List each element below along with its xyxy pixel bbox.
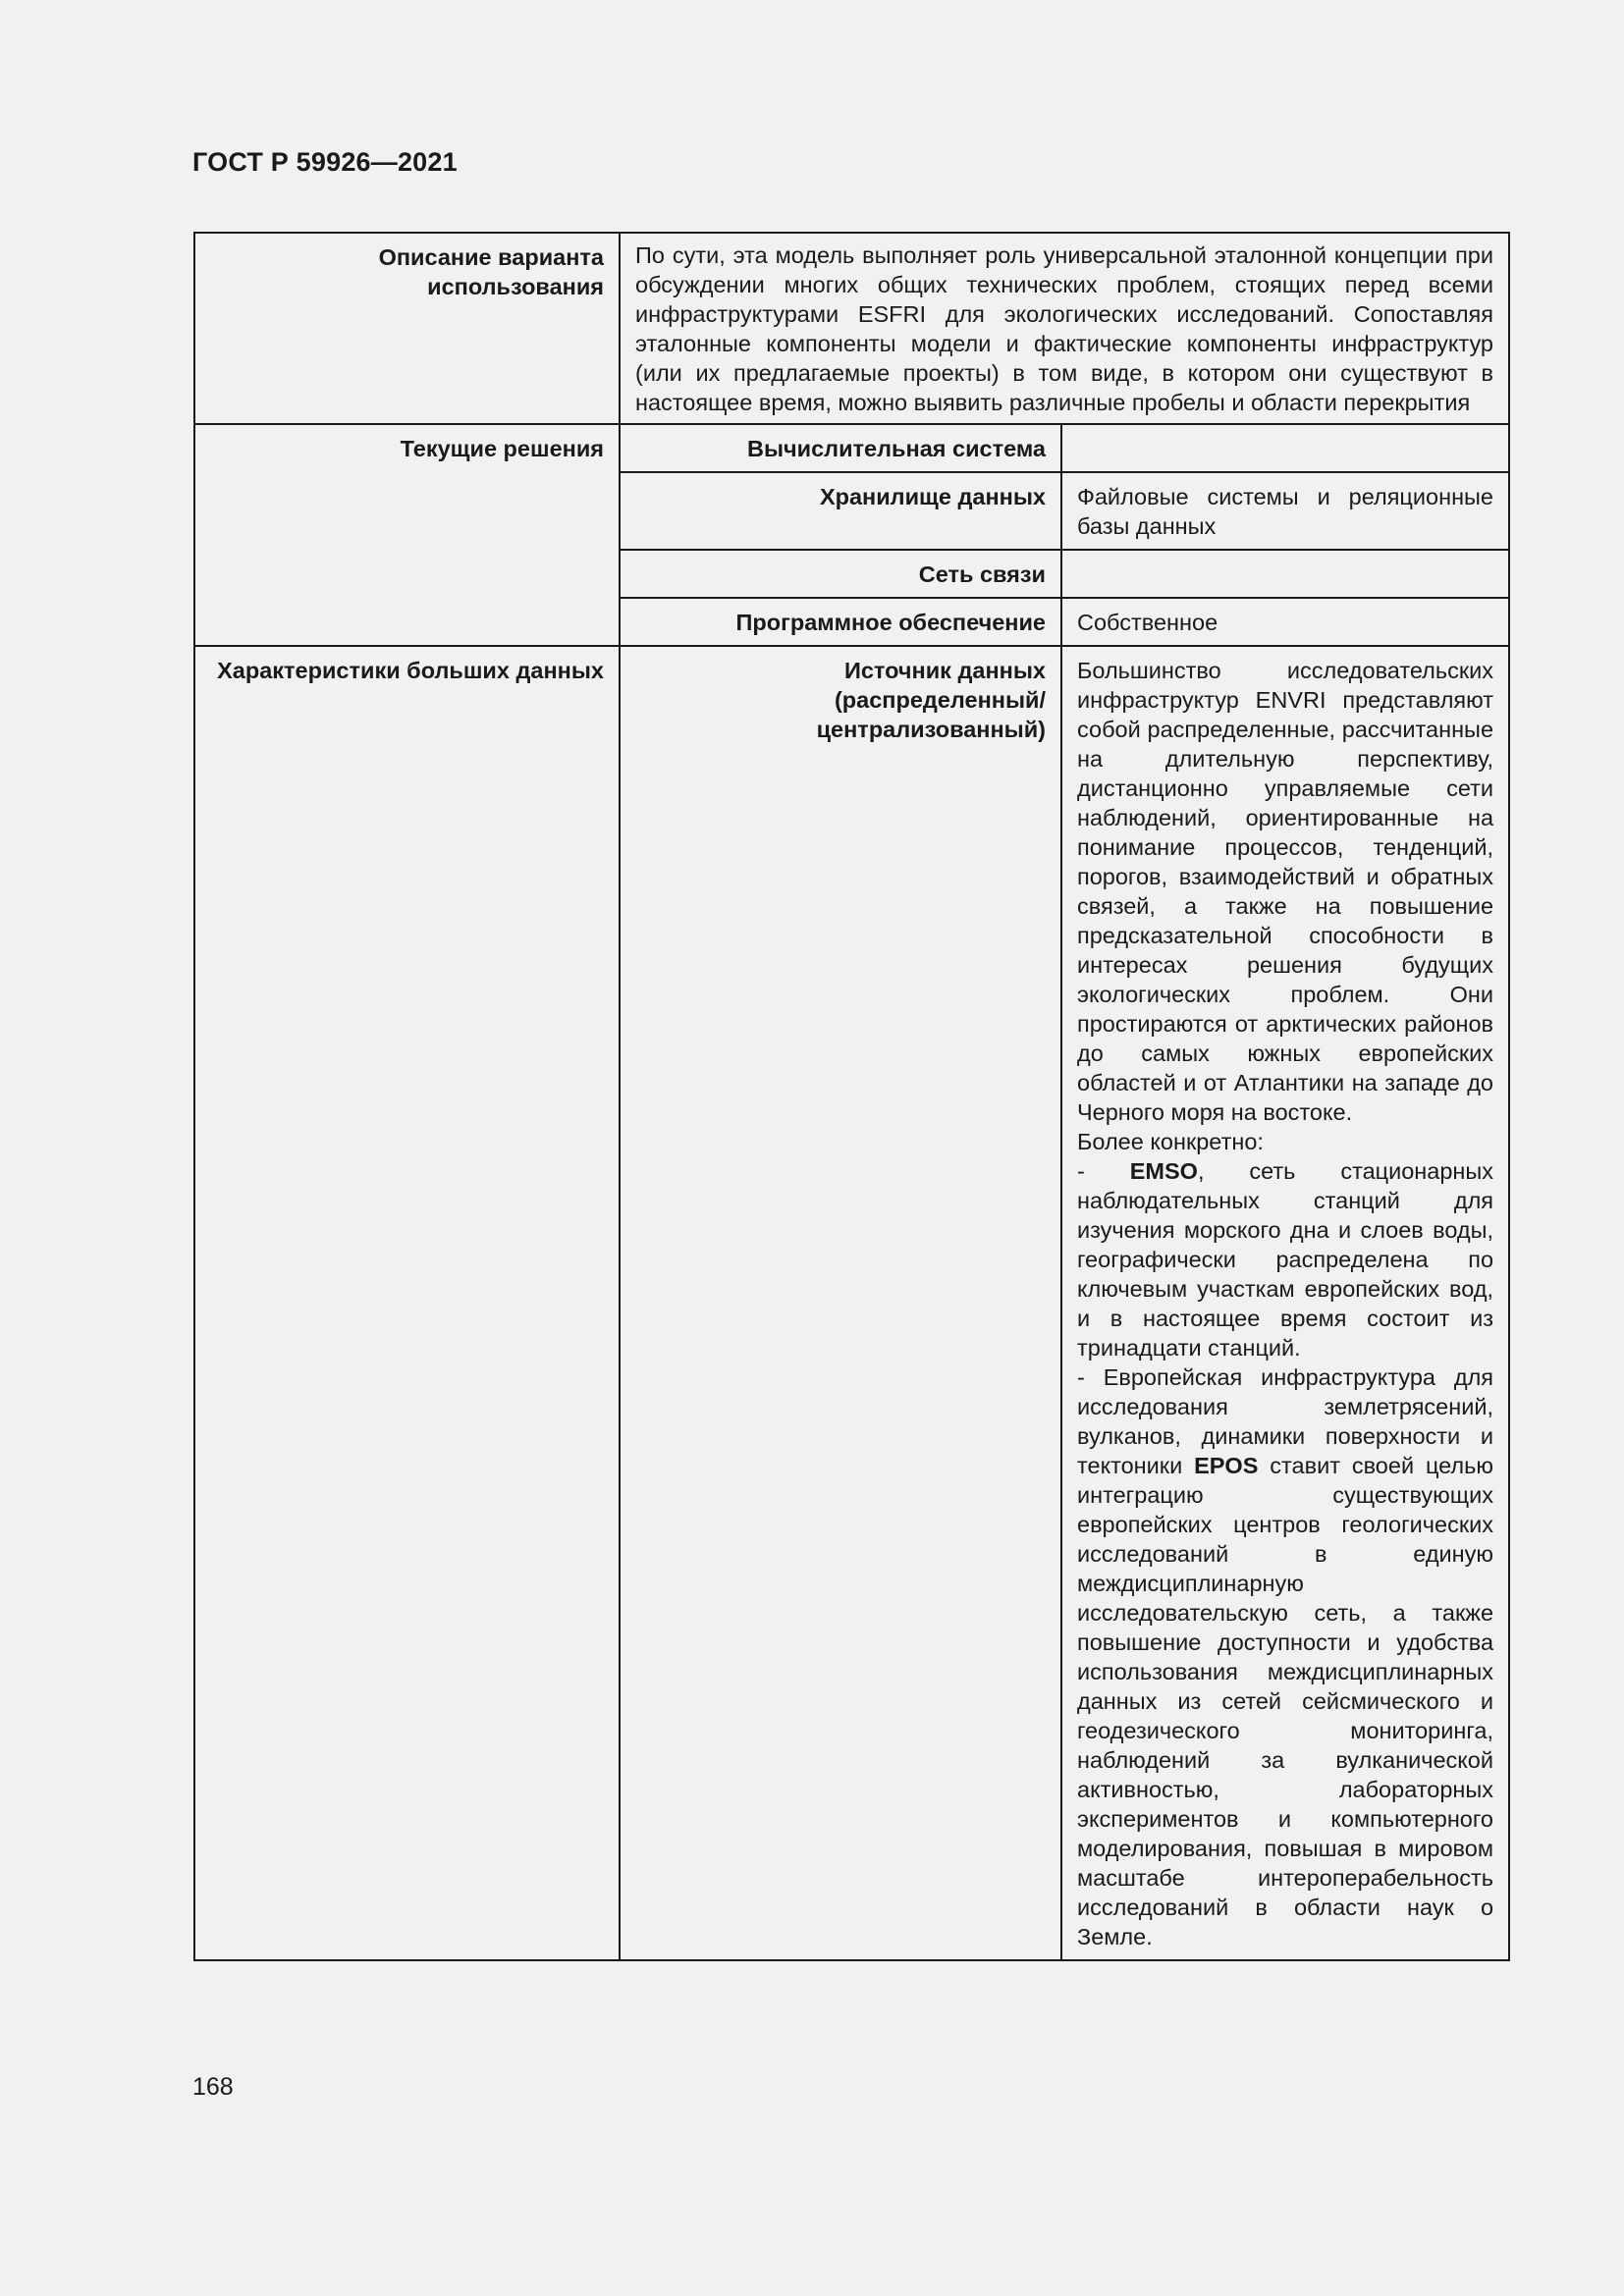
software-label: Программное обеспечение (620, 598, 1061, 646)
more-specifically-text: Более конкретно: (1077, 1129, 1264, 1154)
epos-text-before: - Европейская инфраструктура для исследования землетрясений, вулканов, динамики поверхности и тектоники (1077, 1364, 1494, 1478)
row-label-big-data: Характеристики больших данных (194, 646, 620, 1960)
data-source-description (1061, 646, 1509, 1960)
emso-name: EMSO (1129, 1158, 1198, 1184)
emso-dash: - (1077, 1158, 1130, 1184)
use-case-description: По сути, эта модель выполняет роль универсальной эталонной концепции при обсуждении многих общих технических проблем, стоящих перед всеми инфраструктурами ESFRI для экологических исследований. Сопоставляя эталонные компоненты модели и фактические компоненты инфраструктур (или их предлагаемые проекты) в том виде, в котором они существуют в настоящее время, можно выявить различные пробелы и области перекрытия (620, 233, 1509, 424)
software-value: Собственное (1061, 598, 1509, 646)
table-row (194, 424, 1509, 472)
computing-system-label: Вычислительная система (620, 424, 1061, 472)
network-label: Сеть связи (620, 550, 1061, 598)
data-source-label: Источник данных (распределенный/ централизованный) (620, 646, 1061, 1960)
computing-system-value (1061, 424, 1509, 472)
data-storage-label: Хранилище данных (620, 472, 1061, 550)
table-row (194, 233, 1509, 424)
emso-text: , сеть стационарных наблюдательных станций для изучения морского дна и слоев воды, географически распределена по ключевым участкам европейских вод, и в настоящее время состоит из тринадцати станций. (1077, 1158, 1494, 1361)
epos-paragraph (1077, 1362, 1493, 1951)
data-storage-value: Файловые системы и реляционные базы данных (1061, 472, 1509, 550)
envri-paragraph: Большинство исследовательских инфраструктур ENVRI представляют собой распределенные, рассчитанные на длительную перспективу, дистанционно управляемые сети наблюдений, ориентированные на понимание процессов, тенденций, порогов, взаимодействий и обратных связей, а также на повышение предсказательной способности в интересах решения будущих экологических проблем. Они простираются от арктических районов до самых южных европейских областей и от Атлантики на западе до Черного моря на востоке. (1077, 658, 1494, 1125)
row-label-current-solutions: Текущие решения (194, 424, 620, 646)
document-header: ГОСТ Р 59926—2021 (192, 147, 458, 177)
epos-name: EPOS (1194, 1453, 1259, 1478)
table-row (194, 646, 1509, 1960)
page-number: 168 (192, 2073, 234, 2101)
emso-paragraph (1077, 1156, 1493, 1362)
row-label-use-case: Описание варианта использования (194, 233, 620, 424)
network-value (1061, 550, 1509, 598)
use-case-table (193, 232, 1510, 1961)
epos-text-after: ставит своей целью интеграцию существующих европейских центров геологических исследований в единую междисциплинарную исследовательскую сеть, а также повышение доступности и удобства использования междисциплинарных данных из сетей сейсмического и геодезического мониторинга, наблюдений за вулканической активностью, лабораторных экспериментов и компьютерного моделирования, повышая в мировом масштабе интероперабельность исследований в области наук о Земле. (1077, 1453, 1494, 1949)
